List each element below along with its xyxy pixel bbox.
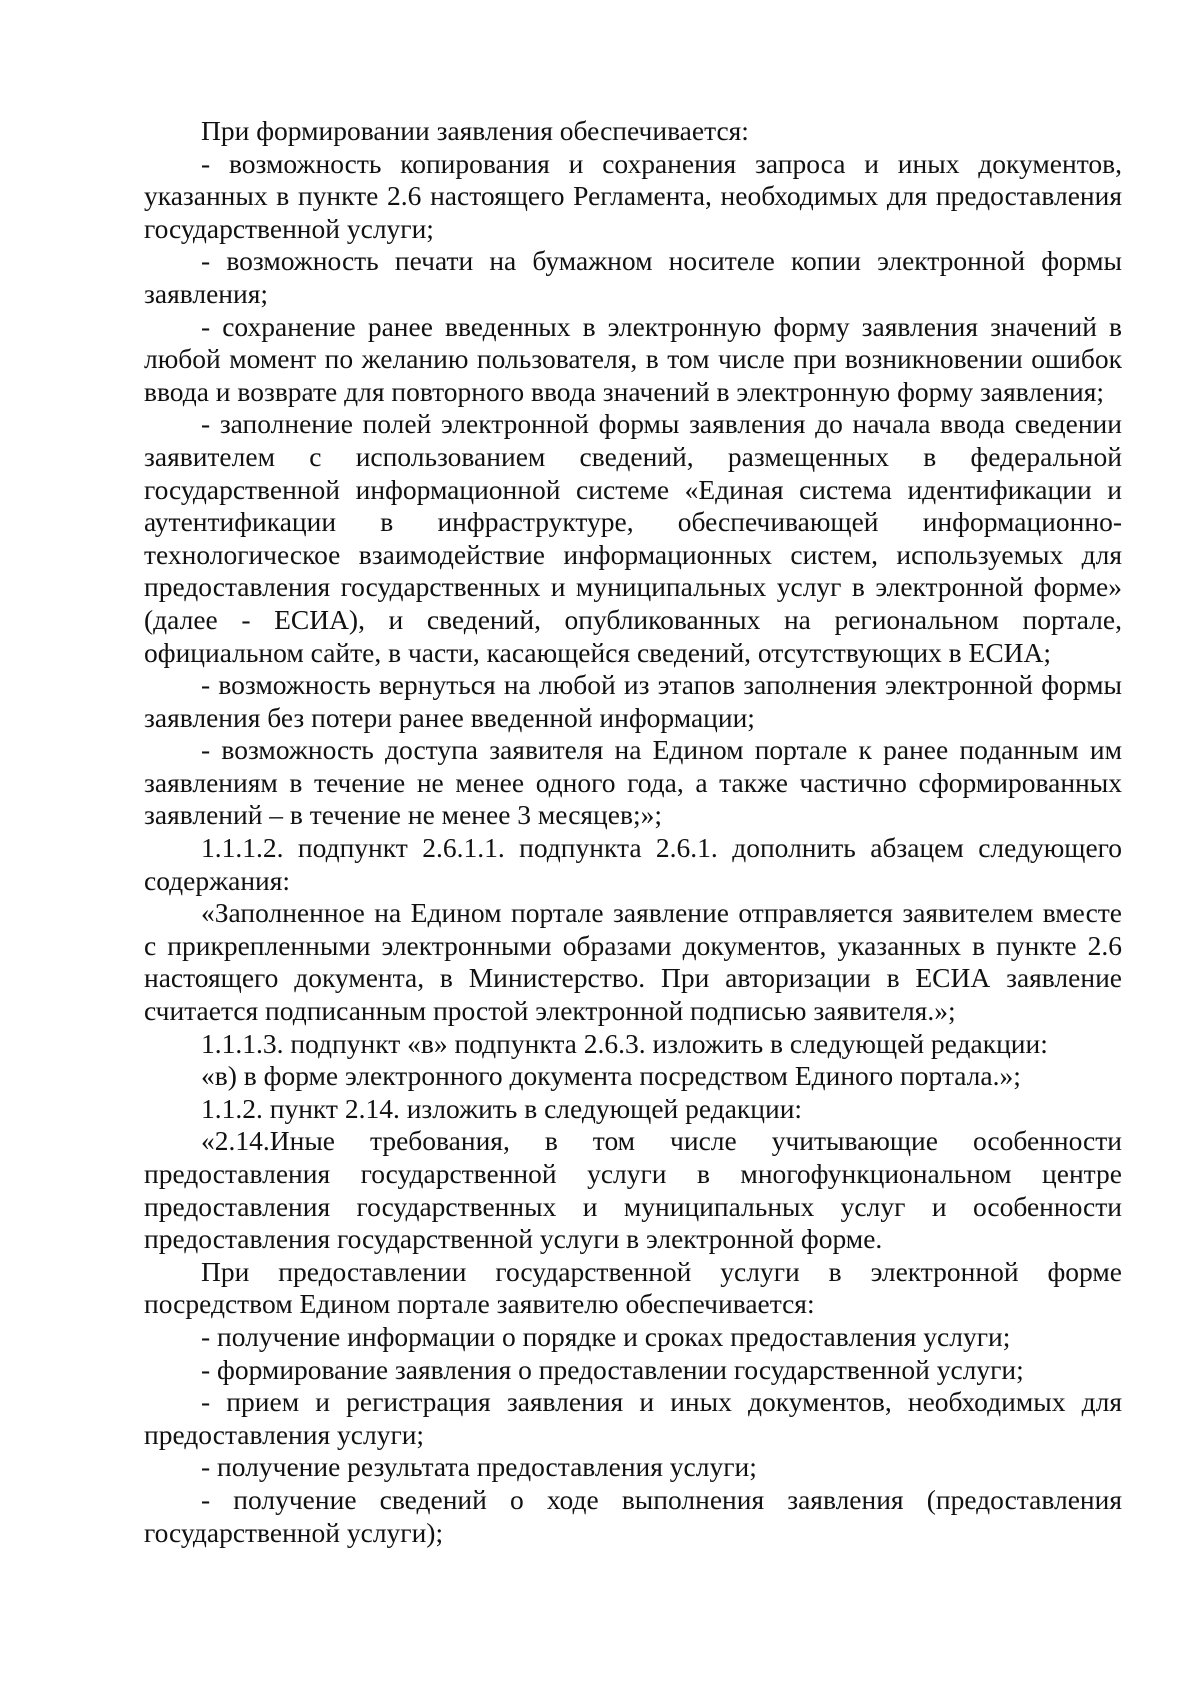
paragraph: - получение результата предоставления услуги;: [201, 1451, 757, 1483]
paragraph: - заполнение полей электронной формы заявления до начала ввода сведении заявителем с использованием сведений, размещенных в федеральной государственной информационной системе «Единая система идентификации и аутентификации в инфраструктуре, обеспечивающей информационно-технологическое взаимодействие информационных систем, используемых для предоставления государственных и муниципальных услуг в электронной форме» (далее - ЕСИА), и сведений, опубликованных на региональном портале, официальном сайте, в части, касающейся сведений, отсутствующих в ЕСИА;: [144, 408, 1122, 668]
paragraph: «в) в форме электронного документа посредством Единого портала.»;: [201, 1060, 1021, 1092]
paragraph: - формирование заявления о предоставлении государственной услуги;: [201, 1353, 1024, 1385]
paragraph: - прием и регистрация заявления и иных документов, необходимых для предоставления услуги;: [144, 1386, 1122, 1450]
paragraph: При предоставлении государственной услуги в электронной форме посредством Едином портале заявителю обеспечивается:: [144, 1255, 1122, 1320]
paragraph: - получение информации о порядке и сроках предоставления услуги;: [201, 1320, 1011, 1352]
paragraph: - сохранение ранее введенных в электронную форму заявления значений в любой момент по желанию пользователя, в том числе при возникновении ошибок ввода и возврате для повторного ввода значений в электронную форму заявления;: [144, 310, 1122, 407]
paragraph: - получение сведений о ходе выполнения заявления (предоставления государственной услуги);: [144, 1483, 1122, 1548]
paragraph: - возможность копирования и сохранения запроса и иных документов, указанных в пункте 2.6 настоящего Регламента, необходимых для предоставления государственной услуги;: [144, 147, 1122, 244]
paragraph: 1.1.1.2. подпункт 2.6.1.1. подпункта 2.6.1. дополнить абзацем следующего содержания:: [144, 832, 1122, 896]
document-body: [144, 115, 1122, 1549]
paragraph: «Заполненное на Едином портале заявление отправляется заявителем вместе с прикрепленными электронными образами документов, указанных в пункте 2.6 настоящего документа, в Министерство. При авторизации в ЕСИА заявление считается подписанным простой электронной подписью заявителя.»;: [144, 897, 1122, 1027]
paragraph: - возможность доступа заявителя на Едином портале к ранее поданным им заявлениям в течение не менее одного года, а также частично сформированных заявлений – в течение не менее 3 месяцев;»;: [144, 734, 1122, 831]
paragraph: - возможность печати на бумажном носителе копии электронной формы заявления;: [144, 245, 1122, 309]
paragraph: 1.1.2. пункт 2.14. изложить в следующей редакции:: [201, 1092, 803, 1124]
paragraph: При формировании заявления обеспечивается:: [201, 115, 749, 146]
paragraph: 1.1.1.3. подпункт «в» подпункта 2.6.3. изложить в следующей редакции:: [201, 1027, 1048, 1059]
paragraph: - возможность вернуться на любой из этапов заполнения электронной формы заявления без потери ранее введенной информации;: [144, 669, 1122, 733]
paragraph: «2.14.Иные требования, в том числе учитывающие особенности предоставления государственной услуги в многофункциональном центре предоставления государственных и муниципальных услуг и особенности предоставления государственной услуги в электронной форме.: [144, 1125, 1122, 1255]
